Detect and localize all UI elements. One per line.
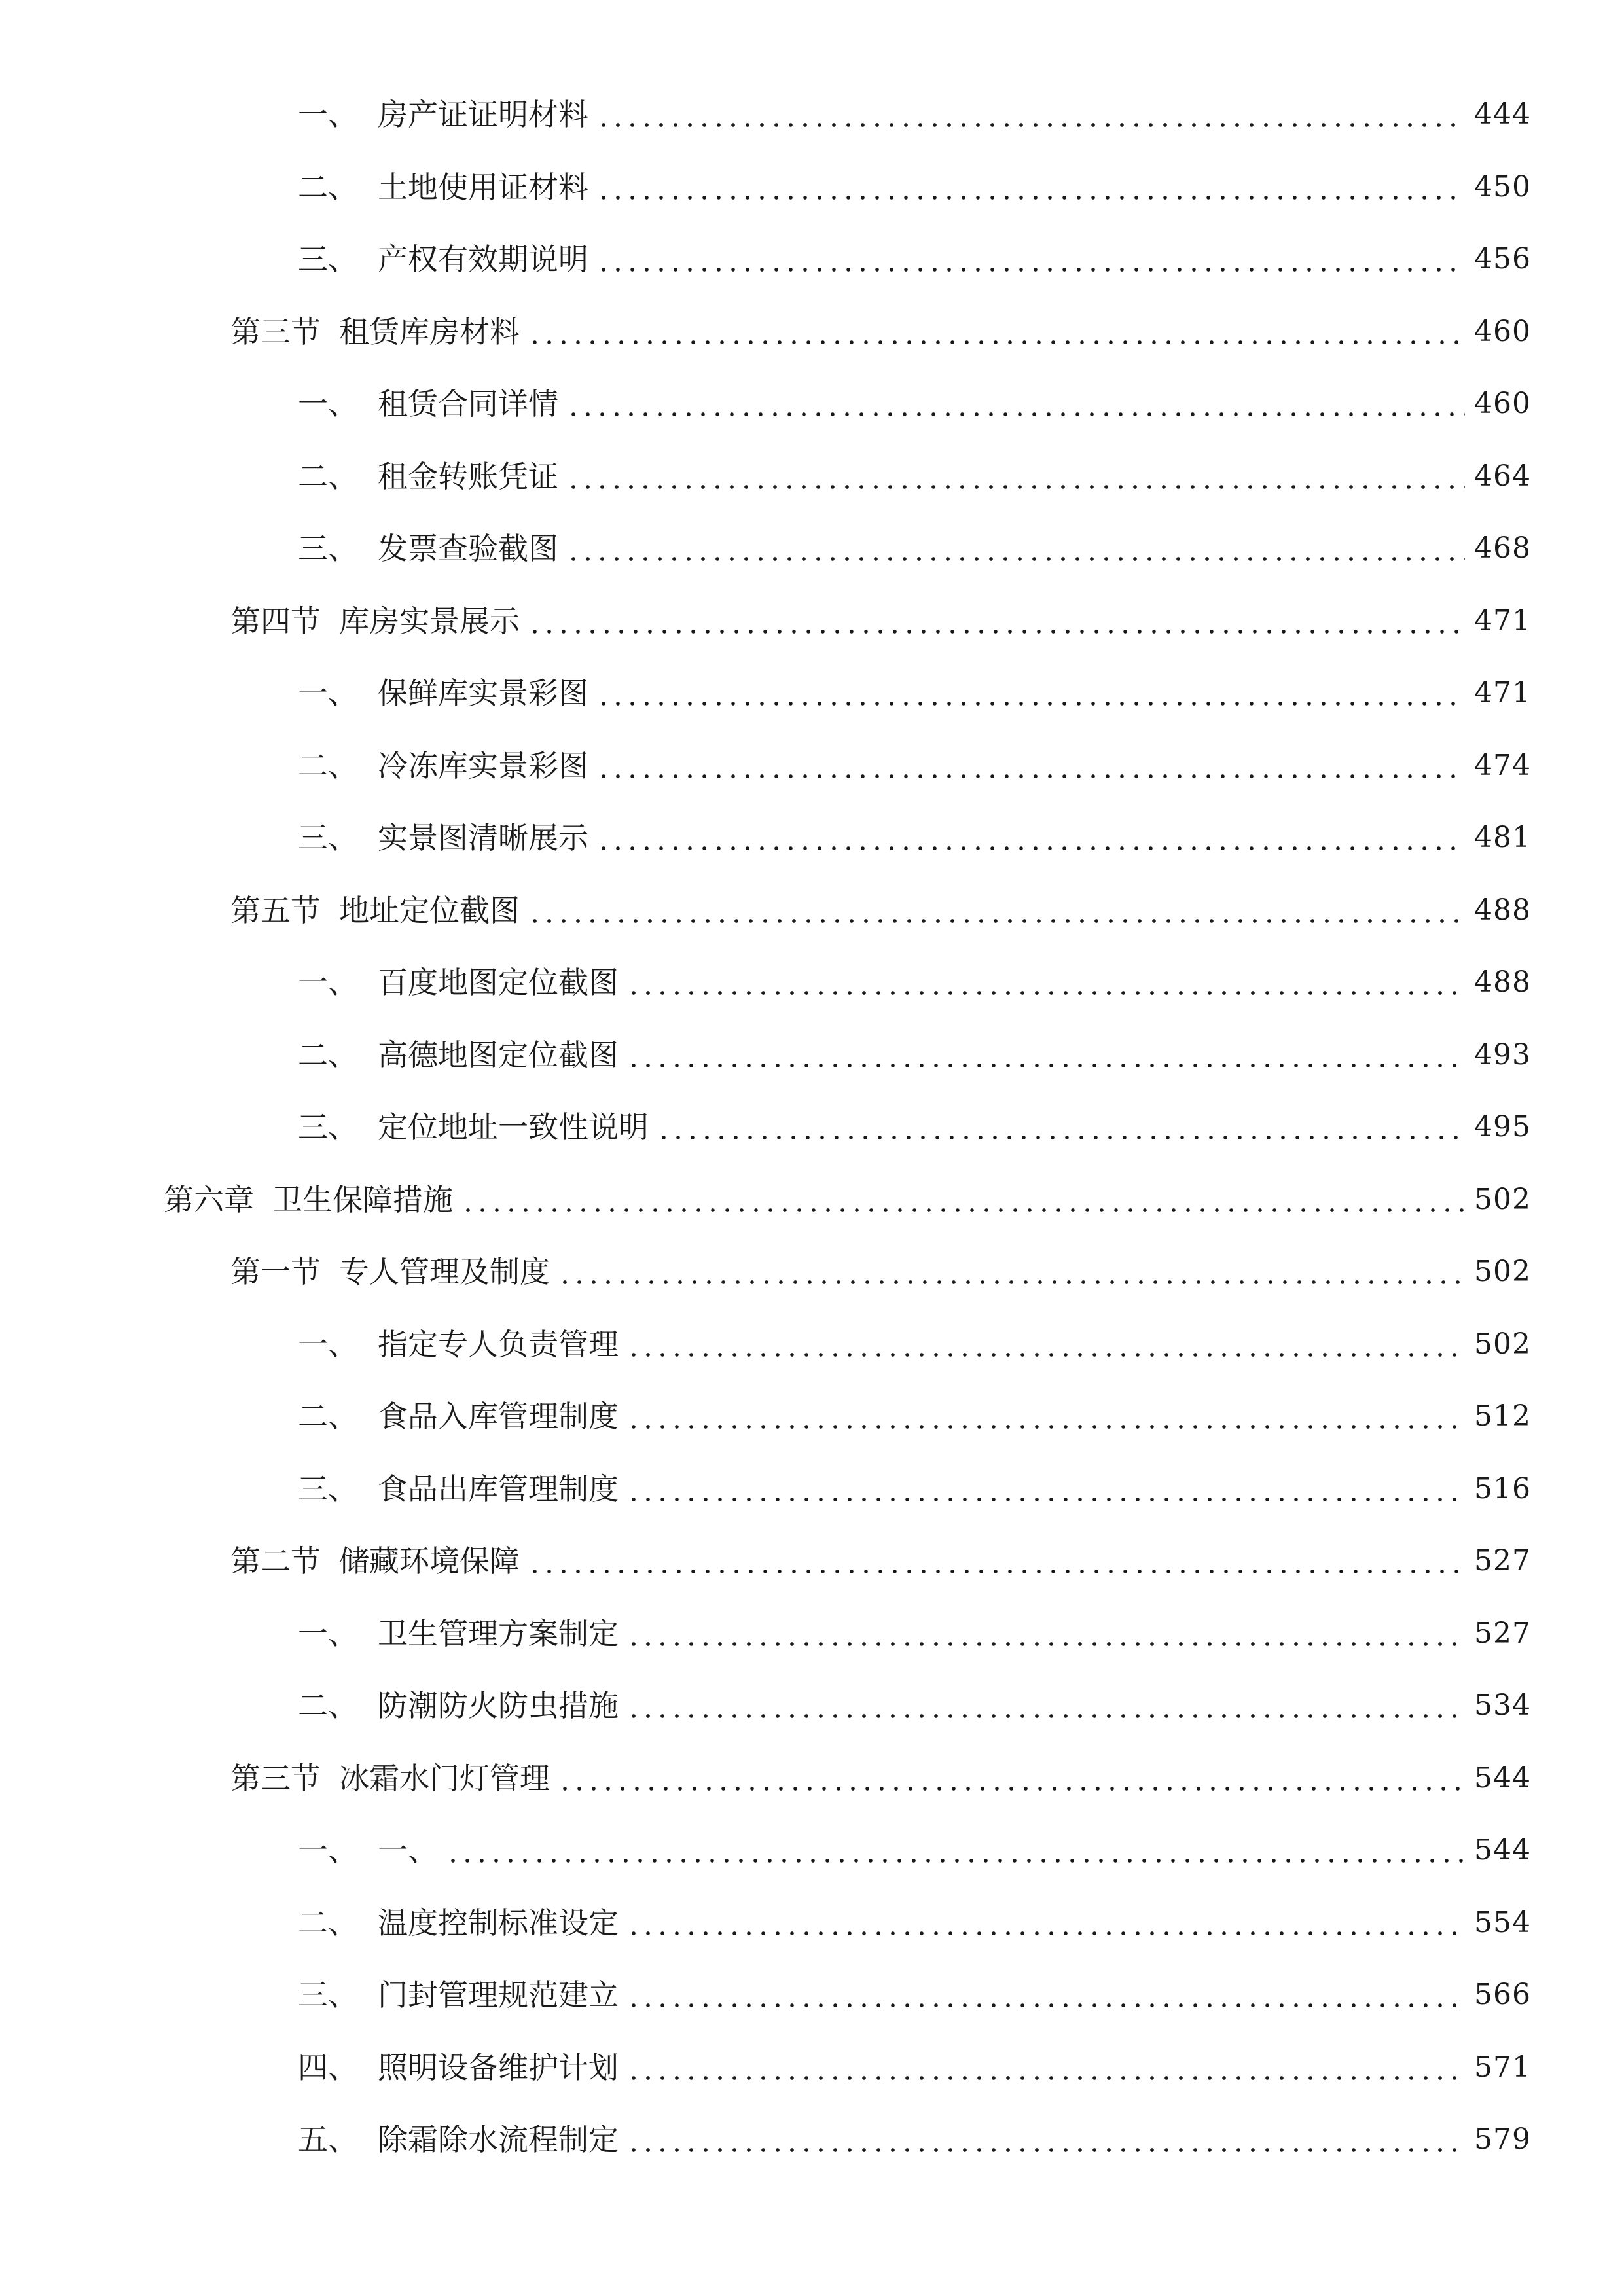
toc-entry-title: 冷冻库实景彩图: [378, 747, 588, 783]
toc-entry-title: 租赁合同详情: [378, 386, 558, 422]
toc-entry[interactable]: [0, 368, 1624, 440]
toc-entry-number: 一、: [298, 386, 358, 422]
toc-entry-page-number: 471: [1474, 603, 1531, 637]
toc-entry-page-number: 512: [1474, 1399, 1531, 1433]
dot-leader: [566, 533, 1465, 564]
toc-entry[interactable]: [0, 2032, 1624, 2104]
dot-leader: [528, 1546, 1465, 1576]
toc-entry-title: 一、: [378, 1833, 438, 1869]
toc-entry[interactable]: [0, 1236, 1624, 1308]
toc-entry-page-number: 571: [1474, 2050, 1531, 2084]
dot-leader: [566, 461, 1465, 492]
toc-entry-page-number: 534: [1474, 1689, 1531, 1723]
dot-leader: [558, 1257, 1465, 1287]
toc-entry-page-number: 502: [1474, 1327, 1531, 1361]
toc-entry-title: 储藏环境保障: [339, 1543, 520, 1579]
toc-entry-page-number: 464: [1474, 459, 1531, 493]
dot-leader: [626, 1980, 1465, 2010]
toc-entry-page-number: 544: [1474, 1833, 1531, 1867]
toc-entry-title: 库房实景展示: [339, 603, 520, 639]
toc-entry-title: 地址定位截图: [339, 892, 520, 928]
toc-entry-number: 一、: [298, 1833, 358, 1869]
toc-entry[interactable]: [0, 151, 1624, 224]
toc-entry-title: 实景图清晰展示: [378, 820, 588, 856]
dot-leader: [626, 1474, 1465, 1504]
toc-entry-title: 温度控制标准设定: [378, 1905, 619, 1941]
toc-entry[interactable]: [0, 730, 1624, 802]
toc-entry-number: 第三节: [230, 314, 321, 350]
dot-leader: [566, 389, 1465, 419]
toc-entry-page-number: 495: [1474, 1110, 1531, 1144]
toc-entry-title: 食品入库管理制度: [378, 1399, 619, 1435]
toc-entry[interactable]: [0, 223, 1624, 296]
toc-entry-number: 二、: [298, 747, 358, 783]
toc-entry[interactable]: [0, 1670, 1624, 1742]
toc-entry-title: 发票查验截图: [378, 531, 558, 567]
toc-entry-number: 三、: [298, 820, 358, 856]
toc-entry-number: 二、: [298, 1688, 358, 1724]
toc-entry-title: 专人管理及制度: [339, 1254, 550, 1290]
toc-entry-number: 一、: [298, 1615, 358, 1651]
dot-leader: [528, 317, 1465, 347]
toc-entry-number: 五、: [298, 2122, 358, 2158]
toc-entry-title: 产权有效期说明: [378, 242, 588, 278]
dot-leader: [626, 1908, 1465, 1938]
dot-leader: [596, 244, 1465, 274]
toc-entry[interactable]: [0, 1019, 1624, 1092]
toc-entry-page-number: 481: [1474, 821, 1531, 855]
toc-entry-page-number: 527: [1474, 1544, 1531, 1578]
toc-entry-title: 冰霜水门灯管理: [339, 1760, 550, 1796]
toc-entry-page-number: 502: [1474, 1182, 1531, 1216]
toc-entry[interactable]: [0, 1814, 1624, 1887]
toc-entry-title: 高德地图定位截图: [378, 1037, 619, 1073]
toc-entry-number: 第三节: [230, 1760, 321, 1796]
dot-leader: [626, 1401, 1465, 1431]
dot-leader: [626, 1691, 1465, 1721]
toc-entry-number: 第二节: [230, 1543, 321, 1579]
toc-entry-title: 租赁库房材料: [339, 314, 520, 350]
toc-entry-number: 三、: [298, 531, 358, 567]
dot-leader: [596, 99, 1465, 130]
toc-entry-number: 第一节: [230, 1254, 321, 1290]
toc-entry-page-number: 579: [1474, 2123, 1531, 2157]
dot-leader: [461, 1185, 1465, 1215]
toc-entry-number: 三、: [298, 1109, 358, 1145]
dot-leader: [596, 823, 1465, 853]
toc-entry-number: 第四节: [230, 603, 321, 639]
toc-entry-number: 二、: [298, 1037, 358, 1073]
toc-entry-number: 一、: [298, 97, 358, 133]
dot-leader: [626, 1040, 1465, 1070]
toc-entry-page-number: 544: [1474, 1761, 1531, 1795]
dot-leader: [596, 678, 1465, 708]
toc-entry-page-number: 502: [1474, 1255, 1531, 1289]
dot-leader: [596, 751, 1465, 781]
toc-entry-number: 第五节: [230, 892, 321, 928]
toc-entry-number: 三、: [298, 1977, 358, 2013]
toc-entry-number: 三、: [298, 242, 358, 278]
toc-entry-page-number: 471: [1474, 676, 1531, 710]
toc-entry-number: 一、: [298, 675, 358, 711]
dot-leader: [626, 2053, 1465, 2083]
toc-entry-page-number: 460: [1474, 387, 1531, 421]
toc-entry[interactable]: [0, 874, 1624, 947]
toc-entry[interactable]: [0, 1887, 1624, 1960]
dot-leader: [528, 895, 1465, 925]
toc-entry-number: 二、: [298, 458, 358, 494]
toc-entry-number: 四、: [298, 2049, 358, 2085]
toc-entry-page-number: 456: [1474, 242, 1531, 276]
toc-entry[interactable]: [0, 585, 1624, 658]
toc-entry-title: 照明设备维护计划: [378, 2049, 619, 2085]
toc-entry-number: 二、: [298, 1399, 358, 1435]
toc-entry-title: 房产证证明材料: [378, 97, 588, 133]
toc-entry-page-number: 444: [1474, 98, 1531, 132]
toc-entry-title: 食品出库管理制度: [378, 1471, 619, 1507]
toc-entry-page-number: 493: [1474, 1037, 1531, 1071]
toc-entry[interactable]: [0, 1525, 1624, 1598]
toc-entry-page-number: 468: [1474, 531, 1531, 565]
toc-entry-title: 定位地址一致性说明: [378, 1109, 649, 1145]
dot-leader: [626, 1329, 1465, 1359]
toc-entry-number: 二、: [298, 1905, 358, 1941]
dot-leader: [558, 1763, 1465, 1793]
toc-entry-title: 土地使用证材料: [378, 169, 588, 205]
toc-entry-page-number: 450: [1474, 170, 1531, 204]
dot-leader: [657, 1112, 1465, 1142]
toc-entry[interactable]: [0, 1598, 1624, 1670]
dot-leader: [626, 2125, 1465, 2155]
toc-entry[interactable]: [0, 2104, 1624, 2176]
toc-entry-page-number: 488: [1474, 965, 1531, 999]
toc-entry-page-number: 474: [1474, 748, 1531, 782]
dot-leader: [626, 967, 1465, 997]
toc-entry-number: 一、: [298, 1326, 358, 1362]
toc-entry[interactable]: [0, 1380, 1624, 1453]
toc-entry-title: 指定专人负责管理: [378, 1326, 619, 1362]
toc-entry-number: 二、: [298, 169, 358, 205]
toc-entry[interactable]: [0, 296, 1624, 368]
toc-entry[interactable]: [0, 79, 1624, 151]
toc-entry-page-number: 554: [1474, 1905, 1531, 1939]
dot-leader: [446, 1835, 1465, 1865]
toc-entry[interactable]: [0, 512, 1624, 585]
toc-entry-title: 租金转账凭证: [378, 458, 558, 494]
dot-leader: [528, 606, 1465, 636]
toc-entry-title: 百度地图定位截图: [378, 965, 619, 1001]
toc-entry[interactable]: [0, 1453, 1624, 1526]
toc-entry-page-number: 488: [1474, 893, 1531, 927]
toc-entry-page-number: 460: [1474, 314, 1531, 348]
toc-entry[interactable]: [0, 440, 1624, 513]
toc-entry[interactable]: [0, 1091, 1624, 1164]
toc-entry[interactable]: [0, 946, 1624, 1019]
toc-entry[interactable]: [0, 1308, 1624, 1381]
toc-entry[interactable]: [0, 1164, 1624, 1236]
toc-entry-title: 保鲜库实景彩图: [378, 675, 588, 711]
toc-entry-number: 一、: [298, 965, 358, 1001]
toc-entry[interactable]: [0, 1742, 1624, 1815]
toc-entry[interactable]: [0, 657, 1624, 730]
dot-leader: [626, 1619, 1465, 1649]
table-of-contents: [0, 79, 1624, 2176]
dot-leader: [596, 172, 1465, 202]
toc-entry-page-number: 516: [1474, 1471, 1531, 1505]
toc-entry-title: 卫生管理方案制定: [378, 1615, 619, 1651]
toc-entry-page-number: 527: [1474, 1616, 1531, 1650]
toc-entry-title: 防潮防火防虫措施: [378, 1688, 619, 1724]
toc-entry-page-number: 566: [1474, 1978, 1531, 2012]
toc-entry-number: 第六章: [164, 1181, 254, 1217]
toc-entry-title: 门封管理规范建立: [378, 1977, 619, 2013]
toc-entry-number: 三、: [298, 1471, 358, 1507]
toc-entry-title: 卫生保障措施: [272, 1181, 453, 1217]
toc-entry[interactable]: [0, 802, 1624, 874]
toc-entry[interactable]: [0, 1959, 1624, 2032]
toc-entry-title: 除霜除水流程制定: [378, 2122, 619, 2158]
